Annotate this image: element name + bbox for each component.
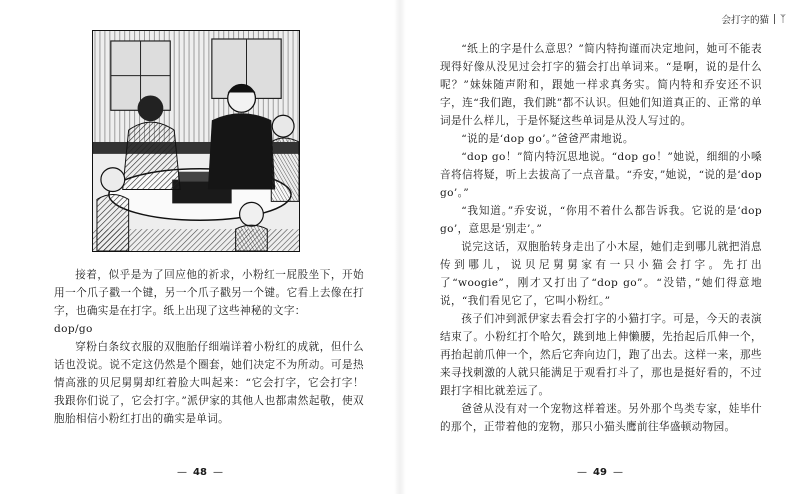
paragraph: 孩子们冲到派伊家去看会打字的小猫打字。可是，今天的表演结束了。小粉红打个哈欠，跳到地上伸懒腰，先抬起后爪伸一个，再抬起前爪伸一个，然后它奔向边门，跑了出去。这样一来，那些来寻找刺激的人就只能满足于观看打斗了，那也是挺好看的，不过跟打字相比就差远了。	[440, 313, 762, 397]
running-header	[721, 12, 786, 26]
paragraph: 接着，似乎是为了回应他的祈求，小粉红一屁股坐下，开始用一个爪子戳一个键，另一个爪子戳另一个键。它看上去像在打字，也确实是在打字。纸上出现了这些神秘的文字：	[54, 269, 364, 317]
paragraph: 说完这话，双胞胎转身走出了小木屋，她们走到哪儿就把消息传到哪儿，说贝尼舅舅家有一只小猫会打字。先打出了“woogie”，刚才又打出了“dop go”。“没错，”她们得意地说，“我们看见它了，它叫小粉红。”	[440, 241, 762, 307]
paragraph: “dop go！”简内特沉思地说。“dop go！”她说，细细的小嗓音将信将疑，听上去拔高了一点音量。“乔安，”她说，“说的是‘dop go’。”	[440, 151, 762, 199]
cat-tail-icon: ᛉ	[780, 13, 786, 25]
page-number-right: — 49 —	[577, 467, 623, 478]
paragraph: 爸爸从没有对一个宠物这样着迷。另外那个鸟类专家，娃毕什的那个，正带着他的宠物，那只小猫头鹰前往华盛顿动物园。	[440, 403, 762, 433]
page-number-left: — 48 —	[177, 467, 223, 478]
illustration-family-watching-cat-typing	[92, 30, 300, 252]
left-page-text	[54, 266, 364, 428]
typed-text-line: dop/go	[54, 323, 93, 335]
running-header-title: 会打字的猫	[721, 15, 769, 26]
paragraph: 穿粉白条纹衣服的双胞胎仔细端详着小粉红的成就，但什么话也没说。说不定这仍然是个圈套，她们决定不为所动。可是热情高涨的贝尼舅舅却红着脸大叫起来：“它会打字，它会打字！我跟你们说了，它会打字。”派伊家的其他人也都肃然起敬，使双胞胎相信小粉红打出的确实是单词。	[54, 341, 364, 425]
paragraph: “纸上的字是什么意思？”简内特拘谨而决定地问，她可不能表现得好像从没见过会打字的猫会打出单词来。“是啊，说的是什么呢？”妹妹随声附和，跟她一样求真务实。简内特和乔安还不识字，连“我们跑，我们跳”都不认识。但她们知道真正的、正常的单词是什么样儿，于是怀疑这些单词是从没人写过的。	[440, 43, 762, 127]
right-page	[400, 0, 800, 494]
paragraph: “说的是‘dop go’。”爸爸严肃地说。	[461, 133, 634, 145]
paragraph: “我知道。”乔安说，“你用不着什么都告诉我。它说的是‘dop go’，意思是‘别走’。”	[440, 205, 762, 235]
right-page-text	[440, 40, 762, 436]
woodcut-illustration	[93, 31, 299, 251]
header-divider	[774, 14, 775, 24]
